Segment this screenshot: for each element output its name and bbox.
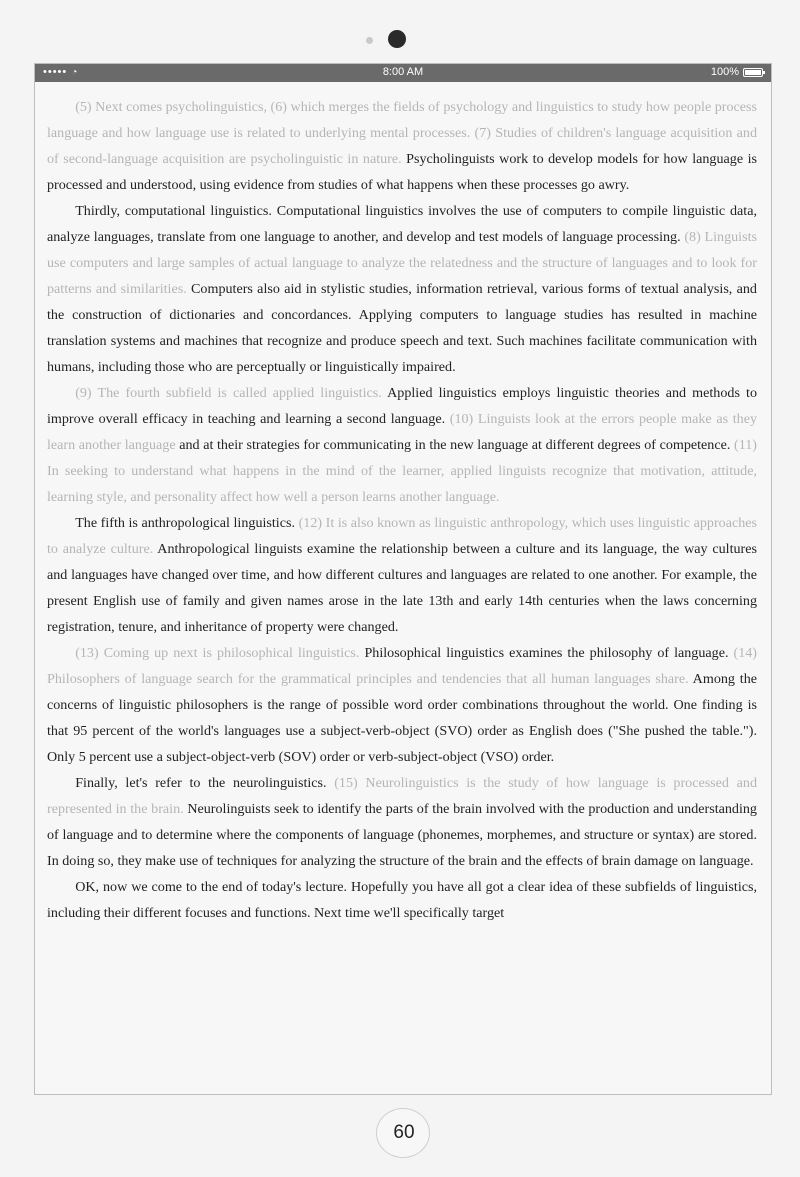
battery-status <box>711 66 763 78</box>
text-segment: OK, now we come to the end of today's lecture. Hopefully you have all got a clear idea of these subfields of linguistics, including their different focuses and functions. Next time we'll specifically target <box>47 879 757 921</box>
page-indicator-dots <box>0 30 800 50</box>
faded-text-segment: (11) In seeking to understand what happens in the mind of the learner, applied linguists recognize that motivation, attitude, learning style, and personality affect how well a person learns another language. <box>47 437 757 505</box>
faded-text-segment: (14) Philosophers of language search for the grammatical principles and tendencies that all human languages share. <box>47 645 757 687</box>
text-segment: Computers also aid in stylistic studies, information retrieval, various forms of textual analysis, and the construction of dictionaries and concordances. Applying computers to language studies has resulted in machine translation systems and machines that recognize and produce speech and text. Such machines facilitate communication with humans, including those who are perceptually or linguistically impaired. <box>47 281 757 375</box>
text-segment: Thirdly, computational linguistics. Computational linguistics involves the use of computers to compile linguistic data, analyze languages, translate from one language to another, and develop and test models of language processing. <box>47 203 757 245</box>
paragraph <box>47 380 757 510</box>
faded-text-segment: (5) Next comes psycholinguistics, (6) which merges the fields of psychology and linguistics to study how people process language and how language use is related to underlying mental processes. (7) Studies of children's language acquisition and of second-language acquisition are psycholinguistic in nature. <box>47 99 757 167</box>
page-number: 60 <box>393 1122 415 1143</box>
faded-text-segment: (12) It is also known as linguistic anthropology, which uses linguistic approaches to analyze culture. <box>47 515 757 557</box>
faded-text-segment: (9) The fourth subfield is called applied linguistics. <box>75 385 388 401</box>
paragraph <box>47 770 757 874</box>
page-dot-inactive <box>366 37 373 44</box>
status-time: 8:00 AM <box>382 66 424 78</box>
text-segment: The fifth is anthropological linguistics. <box>75 515 299 531</box>
faded-text-segment: (8) Linguists use computers and large samples of actual language to analyze the relatedness and the structure of languages and to look for patterns and similarities. <box>47 229 757 297</box>
paragraph <box>47 94 757 198</box>
text-segment: Neurolinguists seek to identify the parts of the brain involved with the production and understanding of language and to determine where the components of language (phonemes, morphemes, and structure or syntax) are stored. In doing so, they make use of techniques for analyzing the structure of the brain and the effects of brain damage on language. <box>47 801 757 869</box>
text-segment: Psycholinguists work to develop models for how language is processed and understood, using evidence from studies of what happens when these processes go awry. <box>47 151 757 193</box>
text-segment: Anthropological linguists examine the relationship between a culture and its language, the way cultures and languages have changed over time, and how different cultures and languages are related to one another. For example, the present English use of family and given names arose in the late 13th and early 14th centuries when the laws concerning registration, tenure, and inheritance of property were changed. <box>47 541 757 635</box>
text-segment: and at their strategies for communicating in the new language at different degrees of competence. <box>179 437 735 453</box>
device-screen <box>34 63 772 1095</box>
faded-text-segment: (13) Coming up next is philosophical linguistics. <box>75 645 365 661</box>
status-bar <box>35 64 771 82</box>
faded-text-segment: (10) Linguists look at the errors people make as they learn another language <box>47 411 757 453</box>
page-dot-active <box>388 30 406 48</box>
battery-icon <box>743 68 763 77</box>
text-segment: Finally, let's refer to the neurolinguistics. <box>75 775 335 791</box>
text-segment: Applied linguistics employs linguistic theories and methods to improve overall efficacy in teaching and learning a second language. <box>47 385 757 427</box>
paragraph <box>47 640 757 770</box>
text-segment: Among the concerns of linguistic philosophers is the range of possible word order combinations throughout the world. One finding is that 95 percent of the world's languages use a subject-verb-object (SVO) order as English does ("She pushed the table."). Only 5 percent use a subject-object-verb (SOV) order or verb-subject-object (VSO) order. <box>47 671 757 765</box>
battery-percent: 100% <box>710 66 739 78</box>
reading-text <box>35 82 771 926</box>
paragraph <box>47 198 757 380</box>
paragraph <box>47 874 757 926</box>
faded-text-segment: (15) Neurolinguistics is the study of how language is processed and represented in the brain. <box>47 775 757 817</box>
page-number-badge <box>376 1108 432 1160</box>
signal-icon: ••••• <box>43 66 68 78</box>
wifi-icon: ◔ <box>71 67 79 78</box>
paragraph <box>47 510 757 640</box>
text-segment: Philosophical linguistics examines the philosophy of language. <box>364 645 734 661</box>
